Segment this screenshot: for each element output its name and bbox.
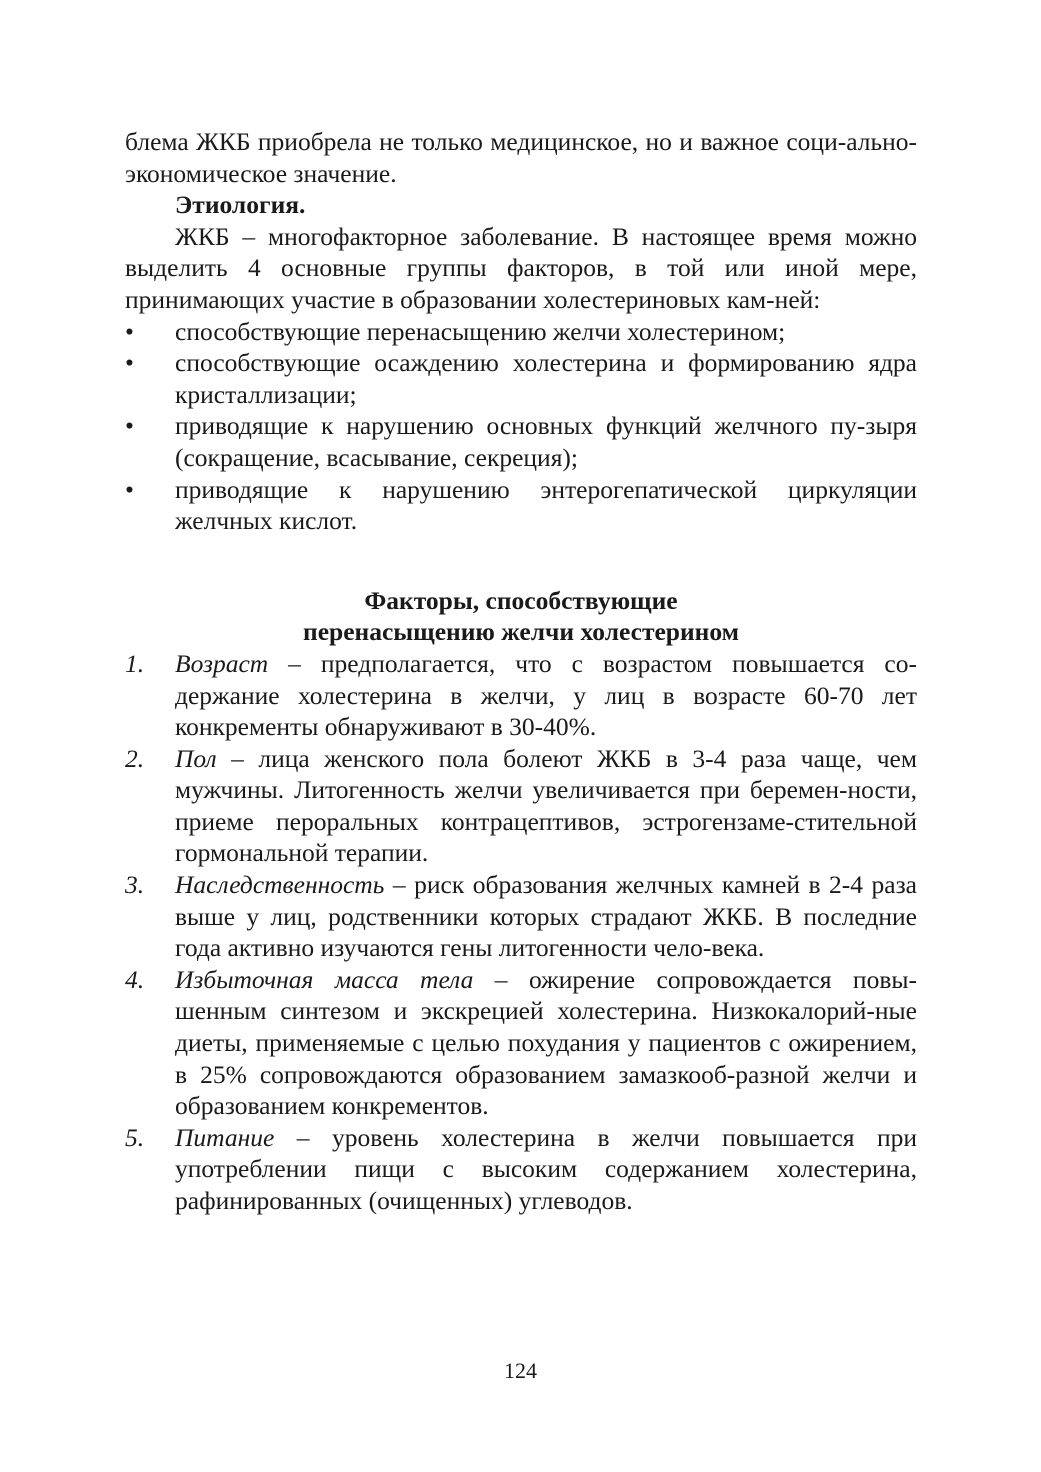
item-text: – уровень холестерина в желчи повышается при употреблении пищи с высоким содержанием холестерина, рафинированных (очищенных) углеводов. <box>175 1122 917 1215</box>
item-term: Пол <box>175 743 217 773</box>
list-item <box>125 1122 917 1217</box>
section-heading <box>125 585 917 648</box>
list-item <box>125 316 917 348</box>
list-item <box>125 869 917 964</box>
list-item <box>125 410 917 473</box>
list-item-text: способствующие перенасыщению желчи холестерином; <box>175 316 786 346</box>
factors-list <box>125 648 917 1217</box>
bullet-icon: • <box>125 411 134 441</box>
list-item-text: приводящие к нарушению энтерогепатической циркуляции желчных кислот. <box>175 474 917 536</box>
list-item-text: приводящие к нарушению основных функций желчного пу-зыря (сокращение, всасывание, секреция); <box>175 411 917 472</box>
section-heading-line1: Факторы, способствующие <box>364 585 678 615</box>
page-body <box>125 126 917 1217</box>
item-number: 2. <box>125 743 145 773</box>
bullet-icon: • <box>125 316 134 346</box>
item-number: 4. <box>125 964 145 994</box>
page-number: 124 <box>504 1358 537 1383</box>
list-item <box>125 743 917 869</box>
list-item <box>125 474 917 537</box>
etiology-heading: Этиология. <box>175 190 306 220</box>
item-text: – предполагается, что с возрастом повышается со-держание холестерина в желчи, у лиц в возрасте 60-70 лет конкременты обнаруживают в 30-40%. <box>175 648 917 742</box>
etiology-paragraph: ЖКБ – многофакторное заболевание. В настоящее время можно выделить 4 основные группы факторов, в той или иной мере, принимающих участие в образовании холестериновых кам-ней: <box>125 221 917 314</box>
list-item <box>125 964 917 1122</box>
section-heading-line2: перенасыщению желчи холестерином <box>303 617 739 647</box>
intro-paragraph: блема ЖКБ приобрела не только медицинское, но и важное соци-ально-экономическое значение. <box>125 127 917 188</box>
item-term: Наследственность <box>175 870 385 900</box>
factor-groups-list <box>125 316 917 537</box>
item-term: Возраст <box>175 648 269 678</box>
item-number: 5. <box>125 1122 145 1152</box>
item-number: 1. <box>125 648 145 678</box>
list-item <box>125 648 917 743</box>
list-item-text: способствующие осаждению холестерина и формированию ядра кристаллизации; <box>175 348 917 409</box>
bullet-icon: • <box>125 348 134 378</box>
item-term: Питание <box>175 1122 275 1152</box>
item-term: Избыточная масса тела <box>175 964 474 994</box>
list-item <box>125 347 917 410</box>
bullet-icon: • <box>125 474 134 504</box>
item-text: – ожирение сопровождается повы-шенным синтезом и экскрецией холестерина. Низкокалорий-ные диеты, применяемые с целью похудания у пациентов с ожирением, в 25% сопровождаются образованием замазкооб-разной желчи и образованием конкрементов. <box>175 964 917 1121</box>
item-text: – риск образования желчных камней в 2-4 раза выше у лиц, родственники которых страдают ЖКБ. В последние года активно изучаются гены литогенности чело-века. <box>175 870 917 963</box>
item-text: – лица женского пола болеют ЖКБ в 3-4 раза чаще, чем мужчины. Литогенность желчи увеличивается при беремен-ности, приеме пероральных контрацептивов, эстрогензаме-стительной гормональной терапии. <box>175 743 917 868</box>
item-number: 3. <box>125 870 145 900</box>
